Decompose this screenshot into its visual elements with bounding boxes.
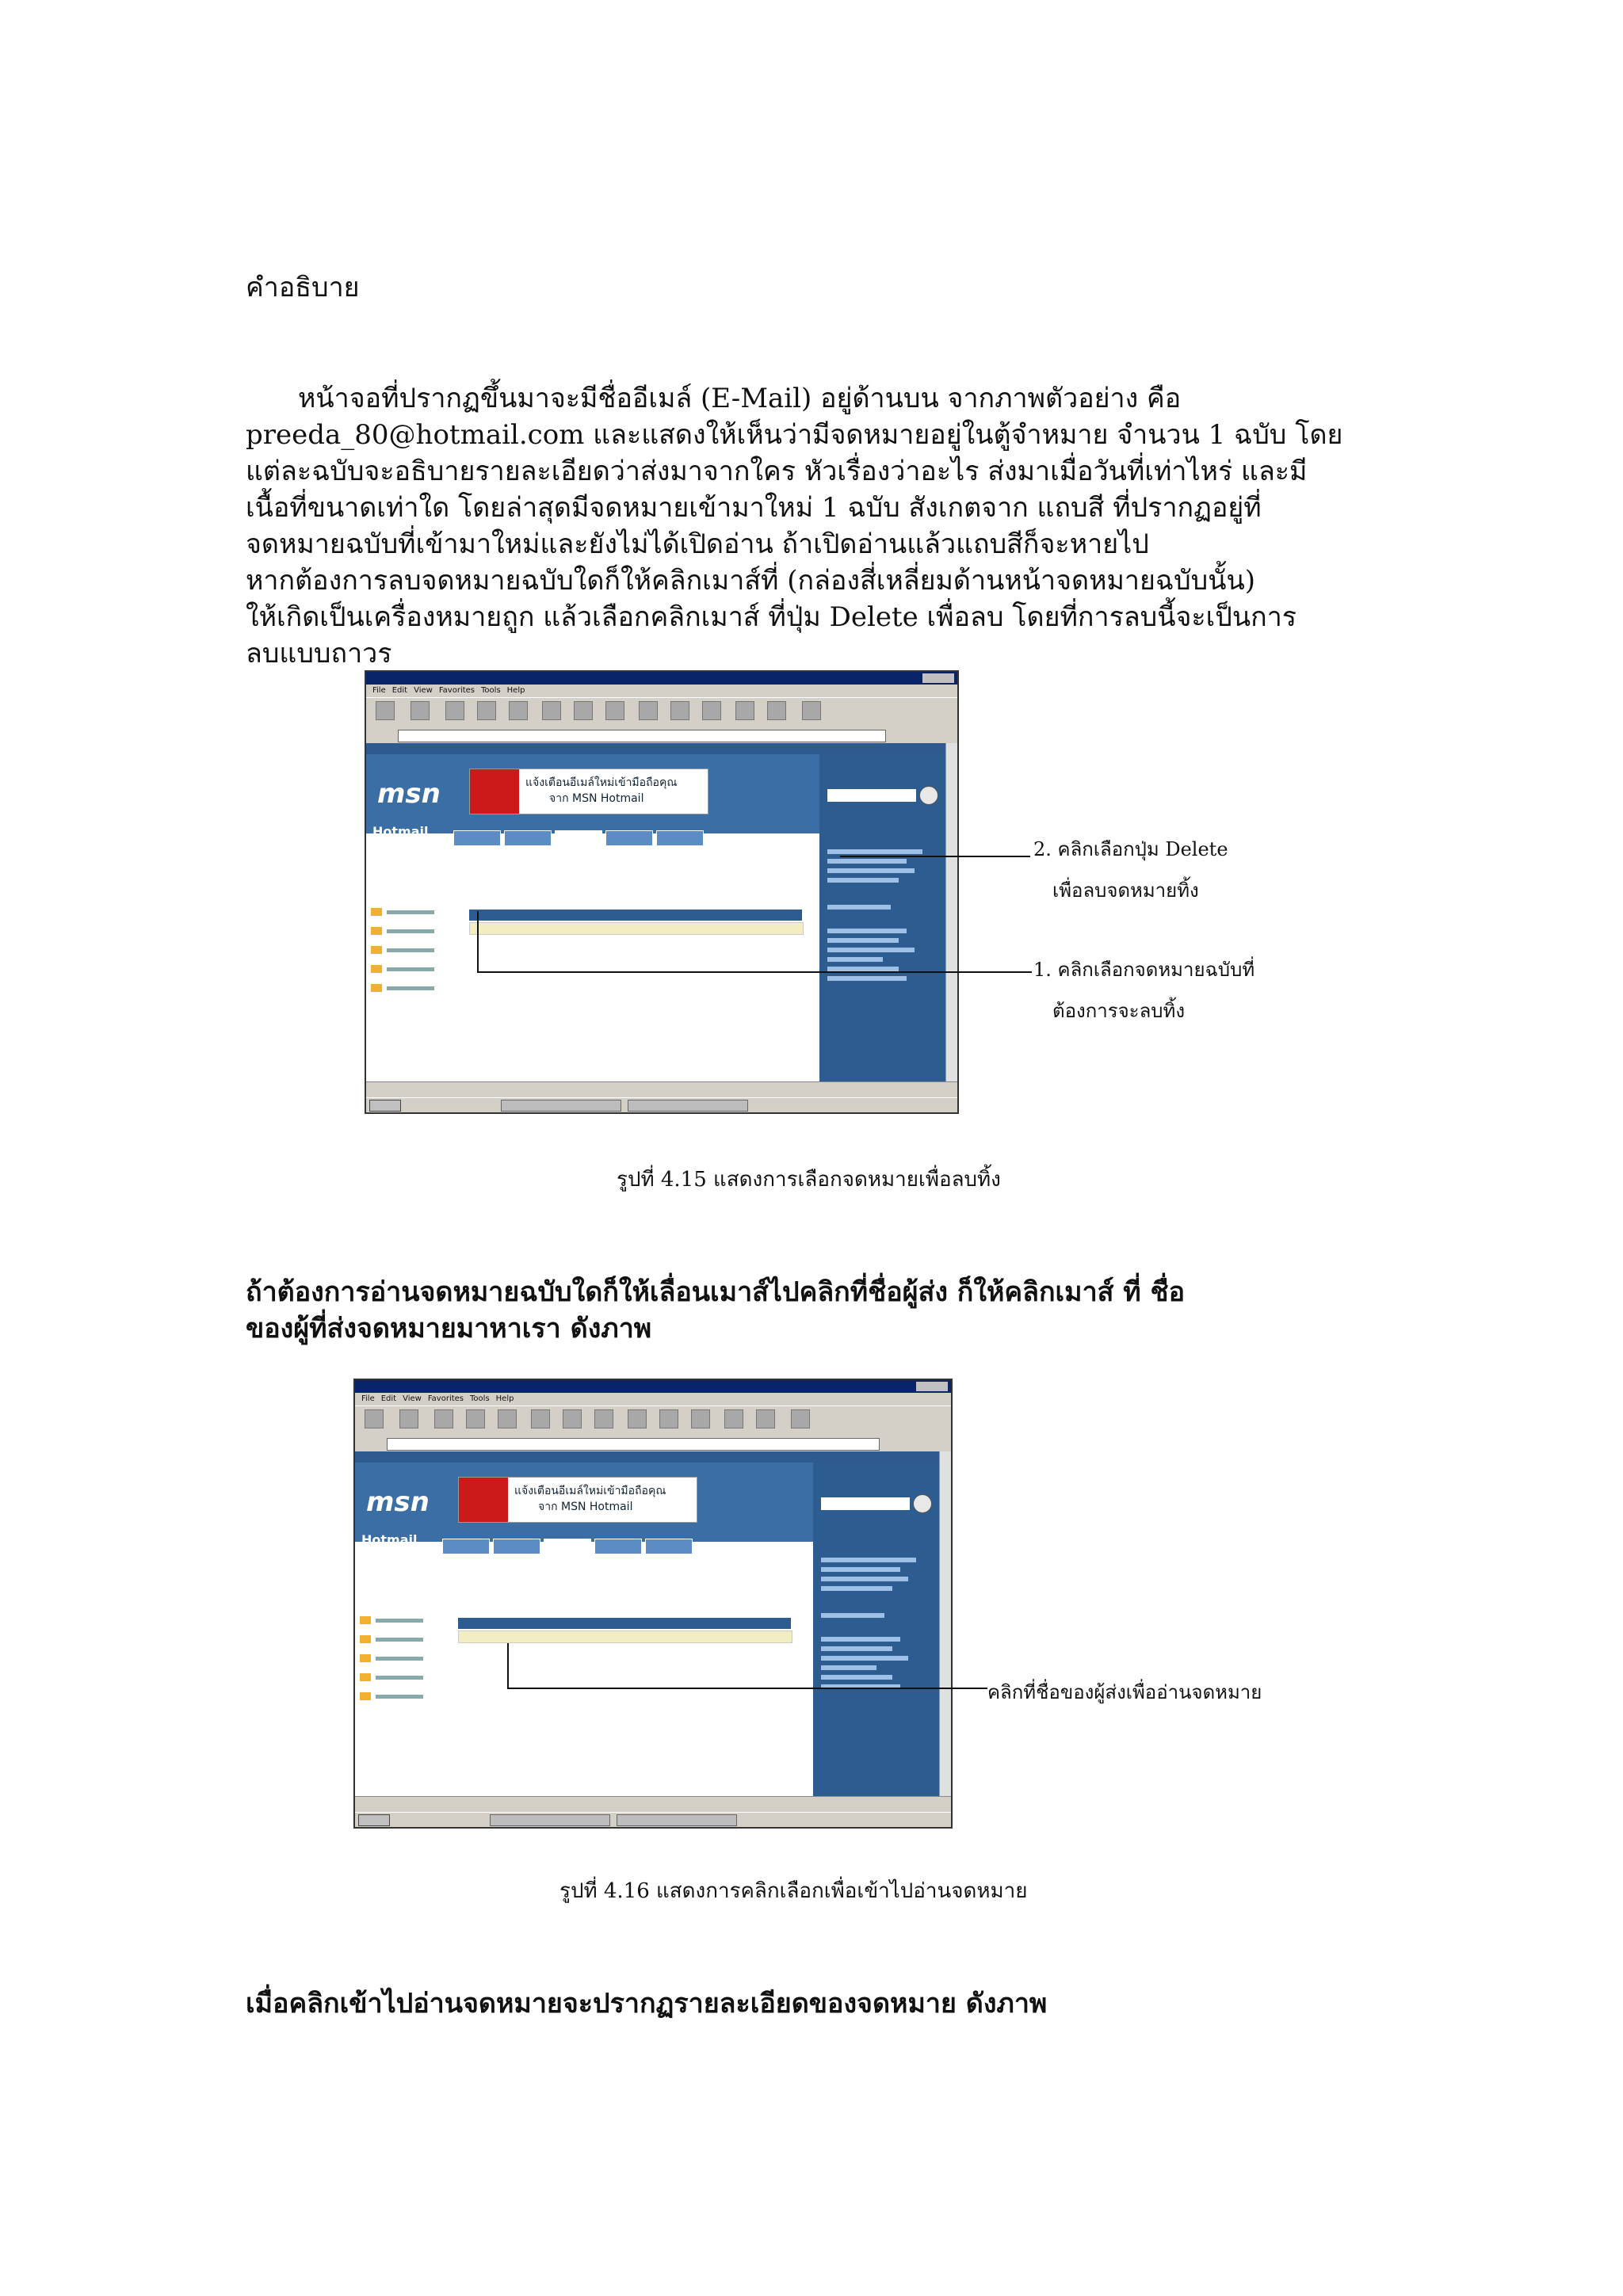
mail-row[interactable] [469, 922, 804, 935]
paragraph-line: หน้าจอที่ปรากฏขึ้นมาจะมีชื่ออีเมล์ (E-Mail) อยู่ด้านบน จากภาพตัวอย่าง คือ [298, 383, 1182, 414]
annotation-2-leader [840, 856, 1030, 857]
annotation-1-leader [477, 971, 1032, 973]
right-panel [813, 1463, 940, 1797]
hotmail-label: Hotmail [361, 1532, 418, 1547]
mail-row[interactable] [458, 1630, 792, 1643]
mail-list-header [469, 910, 802, 921]
paragraph-line: preeda_80@hotmail.com และแสดงให้เห็นว่ามีจดหมายอยู่ในตู้จำหมาย จำนวน 1 ฉบับ โดย [246, 419, 1343, 451]
hotmail-page [366, 743, 946, 1082]
figure-2-annotation: คลิกที่ชื่อของผู้ส่งเพื่ออ่านจดหมาย [987, 1681, 1262, 1703]
hotmail-label: Hotmail [372, 824, 429, 839]
folder-list [355, 1610, 442, 1768]
window-titlebar [355, 1380, 951, 1393]
taskbar [366, 1097, 957, 1112]
section-2-line: ของผู้ที่ส่งจดหมายมาหาเรา ดังภาพ [246, 1313, 652, 1344]
paragraph-line: จดหมายฉบับที่เข้ามาใหม่และยังไม่ได้เปิดอ่าน ถ้าเปิดอ่านแล้วแถบสีก็จะหายไป [246, 528, 1149, 560]
figure-1-screenshot [365, 670, 959, 1114]
msn-logo: msn [377, 778, 441, 810]
scrollbar[interactable] [945, 743, 957, 1082]
annotation-1-line1: 1. คลิกเลือกจดหมายฉบับที่ [1033, 959, 1255, 981]
annotation-leader [507, 1688, 987, 1689]
menu-bar: File Edit View Favorites Tools Help [355, 1393, 951, 1405]
ad-text: จาก MSN Hotmail [549, 792, 644, 805]
figure-1-caption: รูปที่ 4.15 แสดงการเลือกจดหมายเพื่อลบทิ้ง [617, 1168, 1001, 1192]
paragraph-line: ลบแบบถาวร [246, 638, 392, 669]
status-bar [366, 1081, 957, 1098]
ad-banner [458, 1477, 697, 1523]
address-bar [366, 727, 957, 743]
section-3-line: เมื่อคลิกเข้าไปอ่านจดหมายจะปรากฏรายละเอียดของจดหมาย ดังภาพ [246, 1988, 1048, 2019]
ad-text: จาก MSN Hotmail [538, 1501, 633, 1513]
folder-list [366, 902, 453, 1060]
window-titlebar [366, 672, 957, 685]
ad-text: แจ้งเตือนอีเมล์ใหม่เข้ามือถือคุณ [525, 776, 678, 789]
ad-banner [469, 769, 708, 814]
section-2-line: ถ้าต้องการอ่านจดหมายฉบับใดก็ให้เลื่อนเมาส์ไปคลิกที่ชื่อผู้ส่ง ก็ให้คลิกเมาส์ ที่ ชื่อ [246, 1276, 1186, 1308]
paragraph-line: หากต้องการลบจดหมายฉบับใดก็ให้คลิกเมาส์ที่ (กล่องสี่เหลี่ยมด้านหน้าจดหมายฉบับนั้น) [246, 565, 1255, 597]
paragraph-line: แต่ละฉบับจะอธิบายรายละเอียดว่าส่งมาจากใคร หัวเรื่องว่าอะไร ส่งมาเมื่อวันที่เท่าไหร่ และมี [246, 456, 1308, 487]
annotation-leader-vertical [507, 1643, 509, 1688]
browser-toolbar [355, 1405, 951, 1437]
section-heading: คำอธิบาย [246, 272, 360, 303]
scrollbar[interactable] [939, 1451, 951, 1797]
hotmail-page [355, 1451, 940, 1797]
taskbar [355, 1812, 951, 1827]
msn-logo: msn [366, 1486, 430, 1518]
menu-bar: File Edit View Favorites Tools Help [366, 685, 957, 697]
paragraph-line: เนื้อที่ขนาดเท่าใด โดยล่าสุดมีจดหมายเข้ามาใหม่ 1 ฉบับ สังเกตจาก แถบสี ที่ปรากฏอยู่ที่ [246, 492, 1262, 524]
status-bar [355, 1796, 951, 1813]
right-panel [819, 754, 946, 1082]
annotation-2-line1: 2. คลิกเลือกปุ่ม Delete [1033, 838, 1228, 860]
annotation-1-line2: ต้องการจะลบทิ้ง [1052, 1000, 1186, 1022]
figure-2-caption: รูปที่ 4.16 แสดงการคลิกเลือกเพื่อเข้าไปอ่านจดหมาย [559, 1879, 1028, 1903]
address-bar [355, 1436, 951, 1451]
annotation-2-line2: เพื่อลบจดหมายทิ้ง [1052, 879, 1199, 902]
figure-2-screenshot [353, 1379, 953, 1829]
ad-text: แจ้งเตือนอีเมล์ใหม่เข้ามือถือคุณ [514, 1485, 666, 1497]
annotation-1-leader-vertical [477, 911, 479, 971]
paragraph-line: ให้เกิดเป็นเครื่องหมายถูก แล้วเลือกคลิกเมาส์ ที่ปุ่ม Delete เพื่อลบ โดยที่การลบนี้จะเป็นการ [246, 601, 1297, 633]
browser-toolbar [366, 697, 957, 729]
mail-list-header [458, 1618, 791, 1629]
